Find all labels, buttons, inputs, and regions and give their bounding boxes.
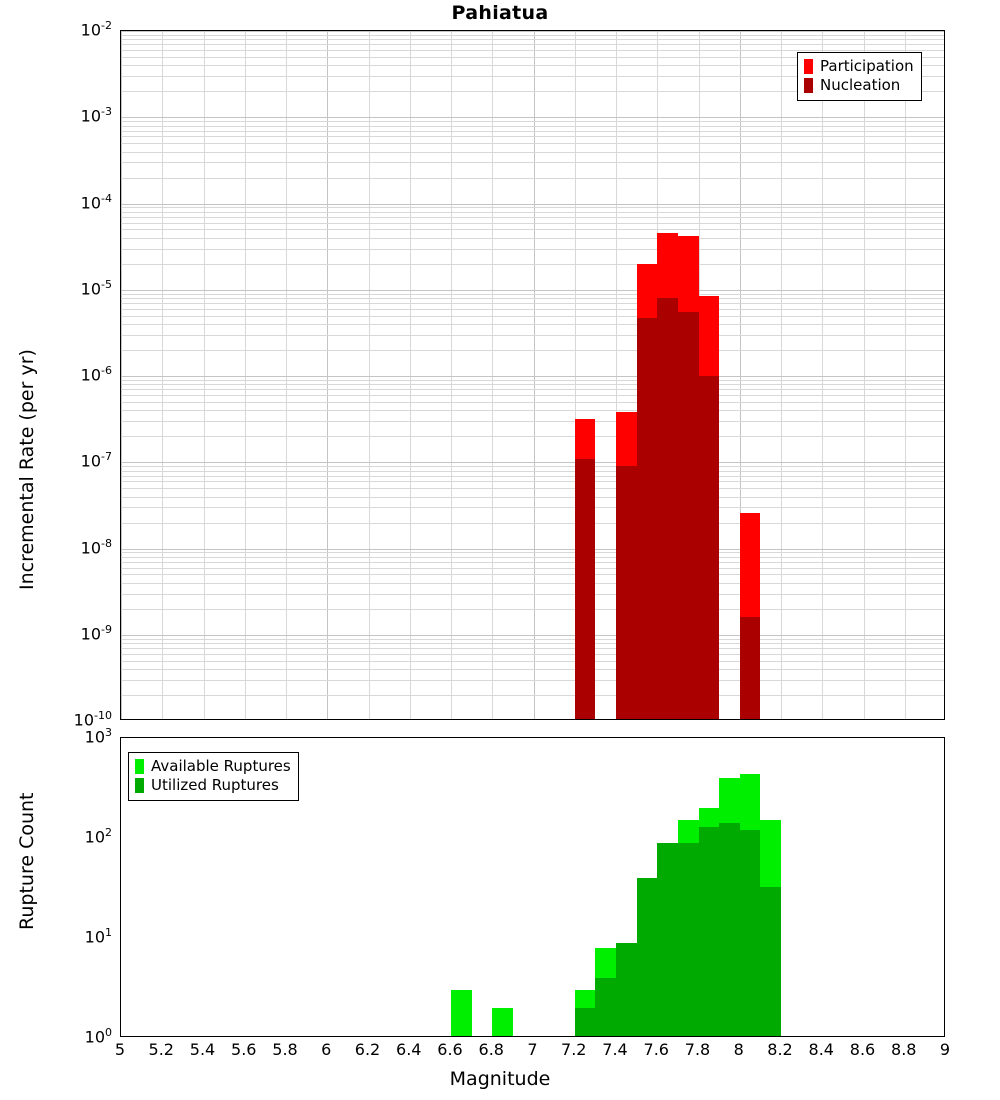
top-legend-item	[804, 57, 914, 76]
x-tick-label: 5.8	[272, 1040, 298, 1059]
legend-label: Available Ruptures	[151, 757, 291, 775]
bar	[637, 878, 658, 1037]
x-tick-label: 7.2	[561, 1040, 587, 1059]
bar	[678, 312, 699, 720]
bar	[575, 1008, 596, 1037]
bar	[492, 1008, 513, 1037]
y-tick-label: $10^{-3}$	[80, 105, 112, 126]
x-axis-label: Magnitude	[449, 1068, 551, 1090]
x-tick-label: 8.2	[767, 1040, 793, 1059]
legend-swatch	[804, 78, 813, 93]
x-tick-label: 9	[939, 1040, 951, 1059]
x-tick-label: 5.2	[148, 1040, 174, 1059]
y-tick-label: $10^0$	[84, 1026, 112, 1047]
bottom-y-axis-label: Rupture Count	[16, 792, 38, 930]
x-tick-label: 7.8	[684, 1040, 711, 1059]
y-tick-label: $10^{-8}$	[80, 536, 112, 557]
page-title: Pahiatua	[451, 2, 549, 24]
bar	[657, 298, 678, 720]
x-tick-label: 8	[733, 1040, 744, 1059]
x-tick-label: 6.6	[437, 1040, 463, 1059]
legend-swatch	[804, 59, 813, 74]
x-tick-label: 8.4	[808, 1040, 834, 1059]
y-tick-label: $10^{-9}$	[80, 622, 112, 644]
bar	[699, 376, 720, 720]
bar	[678, 843, 699, 1037]
y-tick-label: $10^{-5}$	[80, 277, 112, 299]
legend-swatch	[135, 759, 144, 774]
legend-label: Nucleation	[820, 76, 901, 94]
bottom-legend-item	[135, 757, 291, 776]
x-tick-label: 6.8	[478, 1040, 504, 1059]
y-tick-label: $10^{-10}$	[73, 709, 112, 730]
bar	[637, 318, 658, 720]
bar	[595, 978, 616, 1037]
bar	[616, 943, 637, 1037]
x-tick-label: 6.2	[354, 1040, 381, 1059]
y-tick-label: $10^1$	[84, 926, 112, 947]
x-tick-label: 6	[321, 1040, 332, 1059]
top-y-axis-label: Incremental Rate (per yr)	[16, 349, 38, 590]
x-tick-label: 5.6	[231, 1040, 257, 1059]
y-tick-label: $10^3$	[84, 726, 112, 747]
y-tick-label: $10^{-2}$	[80, 19, 112, 40]
x-tick-label: 6.4	[396, 1040, 422, 1059]
x-tick-label: 7.6	[643, 1040, 669, 1059]
x-tick-label: 5.4	[189, 1040, 216, 1059]
bar	[740, 617, 761, 720]
y-tick-label: $10^2$	[84, 826, 112, 847]
y-tick-label: $10^{-4}$	[80, 191, 112, 212]
x-tick-label: 7	[527, 1040, 538, 1059]
y-tick-label: $10^{-6}$	[80, 364, 112, 385]
bar	[740, 830, 761, 1037]
bar	[616, 466, 637, 720]
bottom-legend	[128, 752, 299, 801]
bar	[760, 887, 781, 1037]
x-tick-label: 7.4	[602, 1040, 628, 1059]
bar	[657, 843, 678, 1037]
bar	[451, 990, 472, 1037]
top-legend-item	[804, 76, 914, 95]
y-tick-label: $10^{-7}$	[80, 450, 112, 471]
legend-label: Utilized Ruptures	[151, 776, 279, 794]
x-tick-label: 5	[114, 1040, 126, 1059]
x-tick-label: 8.8	[891, 1040, 917, 1059]
incremental-rate-plot	[120, 30, 945, 720]
top-legend	[797, 52, 922, 101]
legend-label: Participation	[820, 57, 914, 75]
bar	[575, 459, 596, 720]
bar	[719, 823, 740, 1037]
x-tick-label: 8.6	[849, 1040, 876, 1059]
top-bars-layer	[121, 31, 944, 719]
legend-swatch	[135, 778, 144, 793]
bottom-legend-item	[135, 776, 291, 795]
bar	[699, 827, 720, 1037]
